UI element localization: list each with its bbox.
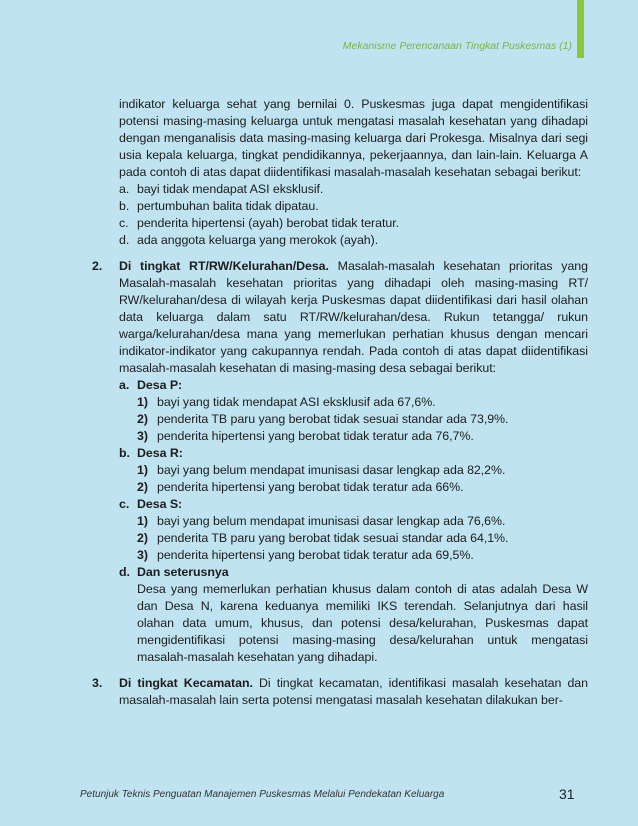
group-label: d. bbox=[119, 565, 130, 579]
list-text: bayi tidak mendapat ASI eksklusif. bbox=[137, 182, 324, 196]
section-number: 2. bbox=[92, 259, 103, 273]
list-item bbox=[137, 411, 588, 428]
list-text: bayi yang belum mendapat imunisasi dasar lengkap ada 82,2%. bbox=[157, 463, 506, 477]
list-label: 2) bbox=[137, 412, 148, 426]
list-item bbox=[137, 547, 588, 564]
section-3-heading: Di tingkat Kecamatan. bbox=[119, 676, 253, 690]
group-title: Desa S: bbox=[137, 497, 183, 511]
list-label: d. bbox=[119, 233, 130, 247]
list-text: penderita hipertensi (ayah) berobat tidak teratur. bbox=[137, 216, 399, 230]
group-title: Desa P: bbox=[137, 378, 183, 392]
section-3-text: Di tingkat kecamatan, identifikasi masalah kesehatan dan masalah-masalah lain serta potensi mengatasi masalah kesehatan dilakukan ber- bbox=[119, 676, 588, 707]
list-label: 3) bbox=[137, 548, 148, 562]
list-label: 2) bbox=[137, 480, 148, 494]
list-label: 3) bbox=[137, 429, 148, 443]
page-body bbox=[92, 96, 588, 709]
list-text: penderita hipertensi yang berobat tidak teratur ada 66%. bbox=[157, 480, 464, 494]
header-accent-bar bbox=[577, 0, 584, 58]
list-label: a. bbox=[119, 182, 130, 196]
list-text: bayi yang belum mendapat imunisasi dasar lengkap ada 76,6%. bbox=[157, 514, 506, 528]
list-label: 1) bbox=[137, 463, 148, 477]
group-title: Dan seterusnya bbox=[137, 565, 229, 579]
section-3-paragraph bbox=[119, 675, 588, 709]
list-item bbox=[137, 462, 588, 479]
list-item bbox=[137, 530, 588, 547]
list-label: 1) bbox=[137, 514, 148, 528]
group-label: c. bbox=[119, 497, 130, 511]
list-item bbox=[119, 215, 588, 232]
list-item bbox=[137, 428, 588, 445]
desa-group bbox=[119, 377, 588, 445]
desa-group bbox=[119, 564, 588, 666]
list-text: ada anggota keluarga yang merokok (ayah). bbox=[137, 233, 379, 247]
group-title: Desa R: bbox=[137, 446, 183, 460]
list-item bbox=[137, 513, 588, 530]
desa-group bbox=[119, 496, 588, 564]
list-text: penderita hipertensi yang berobat tidak teratur ada 76,7%. bbox=[157, 429, 474, 443]
list-label: 2) bbox=[137, 531, 148, 545]
list-item bbox=[119, 198, 588, 215]
section-2-paragraph bbox=[119, 258, 588, 377]
running-header: Mekanisme Perencanaan Tingkat Puskesmas (1) bbox=[342, 40, 572, 52]
intro-block bbox=[119, 96, 588, 249]
group-d-paragraph: Desa yang memerlukan perhatian khusus dalam contoh di atas adalah Desa W dan Desa N, karena keduanya memiliki IKS terendah. Selanjutnya dari hasil olahan data umum, khusus, dan potensi desa/kelurahan, Puskesmas dapat mengidentifikasi potensi masing-masing desa/kelurahan untuk mengatasi masalah-masalah kesehatan yang dihadapi. bbox=[137, 582, 588, 664]
list-item bbox=[137, 479, 588, 496]
list-text: bayi yang tidak mendapat ASI eksklusif ada 67,6%. bbox=[157, 395, 436, 409]
page-number: 31 bbox=[559, 786, 575, 802]
list-label: c. bbox=[119, 216, 129, 230]
section-number: 3. bbox=[92, 676, 103, 690]
group-label: a. bbox=[119, 378, 130, 392]
list-text: penderita TB paru yang berobat tidak sesuai standar ada 73,9%. bbox=[157, 412, 509, 426]
section-2 bbox=[92, 258, 588, 666]
list-label: b. bbox=[119, 199, 130, 213]
list-text: pertumbuhan balita tidak dipatau. bbox=[137, 199, 319, 213]
section-2-text: Masalah-masalah kesehatan prioritas yang Masalah-masalah kesehatan prioritas yang dihadapi oleh masing-masing RT/ RW/kelurahan/desa di wilayah kerja Puskesmas dapat diidentifikasi dari hasil olahan data keluarga dalam satu RT/RW/kelurahan/desa. Rukun tetangga/ rukun warga/kelurahan/desa mana yang memerlukan perhatian khusus dengan mencari indikator-indikator yang cakupannya rendah. Pada contoh di atas dapat diidentifikasi masalah-masalah kesehatan di masing-masing desa sebagai berikut: bbox=[119, 259, 588, 375]
footer-title: Petunjuk Teknis Penguatan Manajemen Puskesmas Melalui Pendekatan Keluarga bbox=[80, 789, 445, 800]
intro-paragraph: indikator keluarga sehat yang bernilai 0. Puskesmas juga dapat mengidentifikasi potensi masing-masing keluarga untuk mengatasi masalah kesehatan yang dihadapi dengan menganalisis data masing-masing keluarga dari Prokesga. Misalnya dari segi usia kepala keluarga, tingkat pendidikannya, pekerjaannya, dan lain-lain. Keluarga A pada contoh di atas dapat diidentifikasi masalah-masalah kesehatan sebagai berikut: bbox=[119, 97, 588, 179]
list-text: penderita hipertensi yang berobat tidak teratur ada 69,5%. bbox=[157, 548, 474, 562]
list-text: penderita TB paru yang berobat tidak sesuai standar ada 64,1%. bbox=[157, 531, 509, 545]
desa-group bbox=[119, 445, 588, 496]
list-item bbox=[119, 232, 588, 249]
group-label: b. bbox=[119, 446, 130, 460]
list-label: 1) bbox=[137, 395, 148, 409]
section-2-heading: Di tingkat RT/RW/Kelurahan/Desa. bbox=[119, 259, 329, 273]
list-item bbox=[137, 394, 588, 411]
section-3 bbox=[92, 675, 588, 709]
list-item bbox=[119, 181, 588, 198]
